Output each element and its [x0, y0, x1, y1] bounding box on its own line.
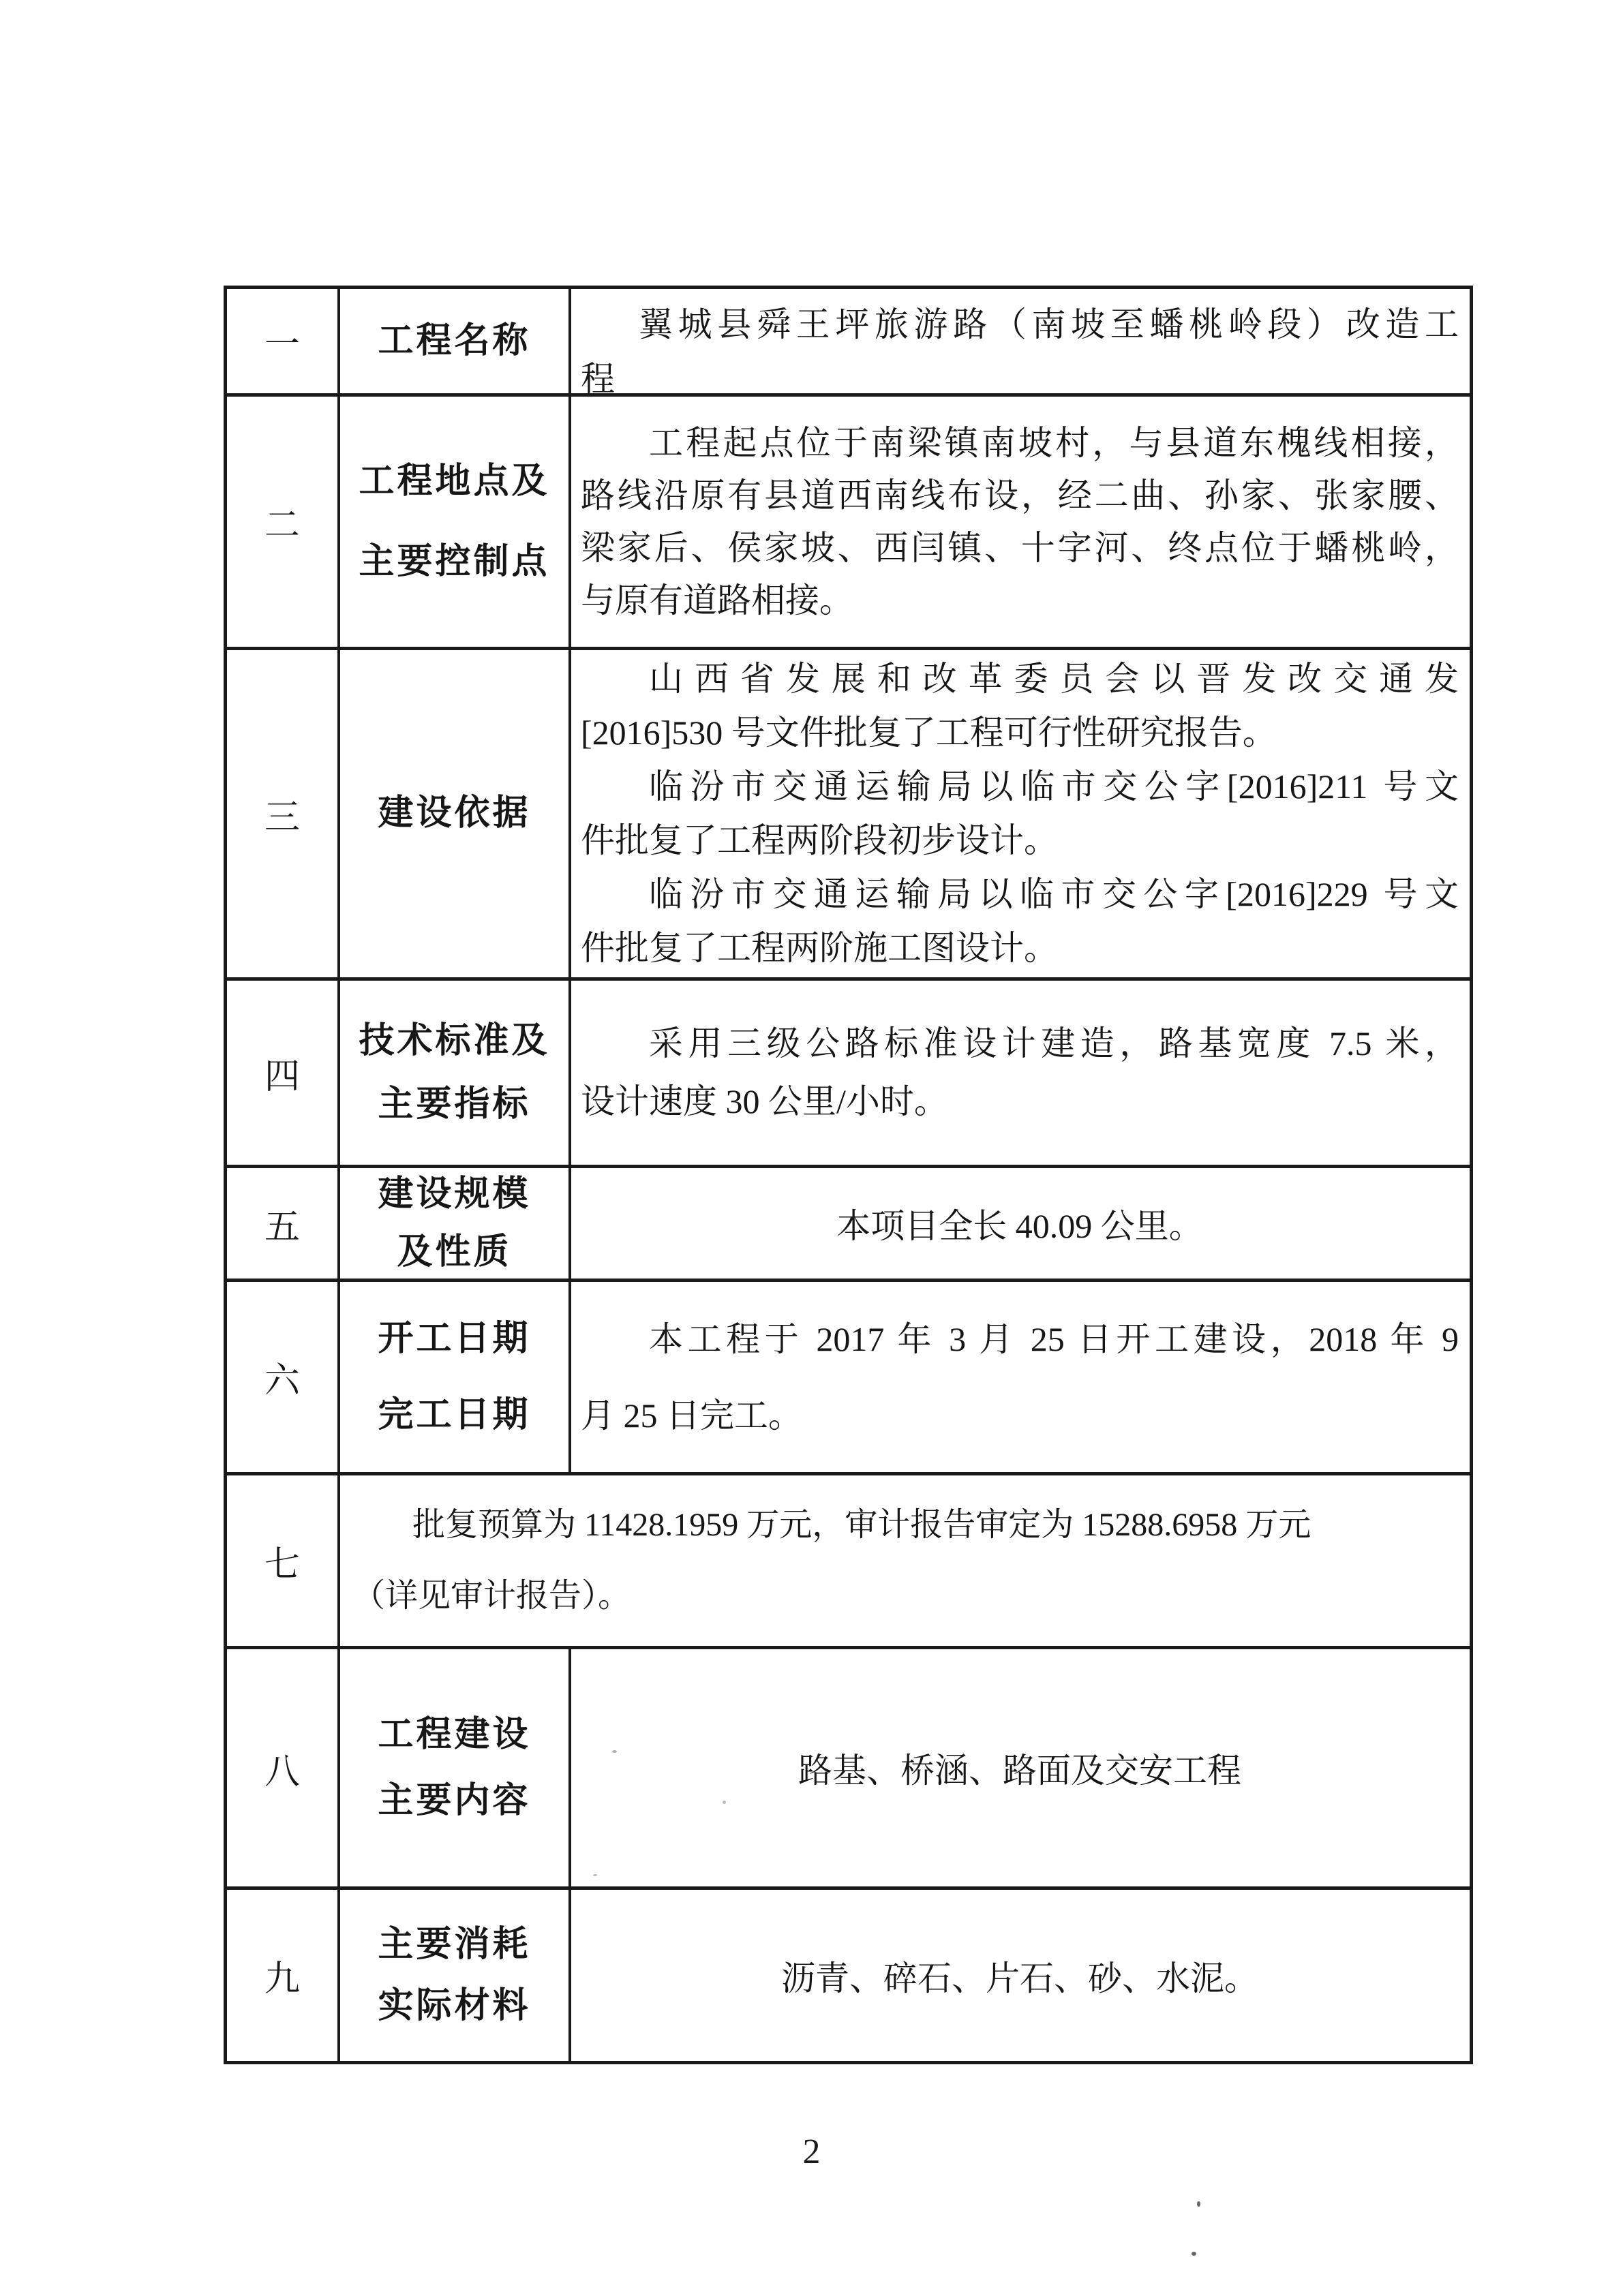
row-number: 一 — [264, 326, 300, 365]
row-label-line: 主要指标 — [378, 1085, 531, 1124]
text-line: 临汾市交通运输局以临市交公字[2016]211 号文 — [649, 767, 1459, 806]
text-line: 山西省发展和改革委员会以晋发改交通发 — [649, 660, 1459, 698]
row-label-line: 开工日期 — [378, 1319, 531, 1358]
table-row-construction-basis — [227, 650, 1470, 981]
table-row-location — [227, 397, 1470, 650]
row-content-cell — [571, 981, 1470, 1165]
row-label-cell — [340, 289, 571, 393]
row-number: 八 — [264, 1752, 300, 1792]
project-summary-table — [224, 286, 1473, 2064]
table-row-project-name — [227, 289, 1470, 397]
row-number-cell — [227, 981, 340, 1165]
row-label-line: 技术标准及 — [359, 1022, 550, 1060]
row-number-cell — [227, 397, 340, 647]
row-content-cell — [571, 1168, 1470, 1279]
scan-speck — [593, 1874, 597, 1876]
row-number: 六 — [264, 1362, 300, 1400]
row-content-cell — [571, 1649, 1470, 1886]
text-line: 临汾市交通运输局以临市交公字[2016]229 号文 — [649, 875, 1459, 913]
row-label-cell — [340, 1282, 571, 1472]
row-number: 三 — [264, 798, 300, 838]
row-label-line: 工程地点及 — [359, 461, 550, 501]
table-row-budget — [227, 1475, 1470, 1649]
scan-speck — [612, 1750, 617, 1753]
row-content-cell — [571, 397, 1470, 647]
row-label-line: 完工日期 — [378, 1395, 531, 1435]
row-label-cell — [340, 981, 571, 1165]
text-line: 沥青、碎石、片石、砂、水泥。 — [781, 1959, 1258, 1997]
table-row-dates — [227, 1282, 1470, 1475]
row-label-line: 实际材料 — [378, 1986, 531, 2025]
row-number: 四 — [264, 1057, 300, 1097]
scan-speck — [723, 1801, 726, 1804]
row-number-cell — [227, 1475, 340, 1646]
row-label-line: 建设规模 — [378, 1175, 531, 1214]
text-line: 工程起点位于南梁镇南坡村，与县道东槐线相接， — [649, 423, 1459, 462]
text-line: 翼城县舜王坪旅游路（南坡至蟠桃岭段）改造工 — [639, 305, 1459, 343]
text-line: 采用三级公路标准设计建造，路基宽度 7.5 米， — [649, 1024, 1459, 1062]
text-line: （详见审计报告）。 — [352, 1578, 631, 1614]
row-number: 七 — [264, 1545, 300, 1585]
row-number-cell — [227, 650, 340, 977]
table-row-scale — [227, 1168, 1470, 1282]
row-label-cell — [340, 650, 571, 977]
row-label: 工程名称 — [378, 321, 531, 361]
row-content-cell — [571, 289, 1470, 393]
row-label-cell — [340, 1649, 571, 1886]
row-label-cell — [340, 1890, 571, 2061]
text-line: 批复预算为 11428.1959 万元，审计报告审定为 15288.6958 万元 — [412, 1507, 1311, 1543]
text-line: 件批复了工程两阶施工图设计。 — [581, 929, 1058, 967]
scan-speck — [477, 1717, 480, 1720]
text-line: 梁家后、侯家坡、西闫镇、十字河、终点位于蟠桃岭， — [581, 528, 1459, 567]
text-line: 件批复了工程两阶段初步设计。 — [581, 821, 1058, 859]
table-row-main-content — [227, 1649, 1470, 1890]
row-label: 建设依据 — [378, 794, 531, 833]
row-label-cell — [340, 397, 571, 647]
row-number: 九 — [264, 1960, 300, 1999]
text-line: 路线沿原有县道西南线布设，经二曲、孙家、张家腰、 — [581, 476, 1459, 515]
table-row-technical-standard — [227, 981, 1470, 1168]
row-number-cell — [227, 289, 340, 393]
row-label-line: 工程建设 — [378, 1715, 531, 1754]
text-line: 本项目全长 40.09 公里。 — [836, 1207, 1203, 1245]
text-line: 程 — [581, 360, 615, 393]
scan-speck — [1192, 2252, 1196, 2256]
row-label-line: 主要消耗 — [378, 1925, 531, 1964]
scan-speck — [1197, 2201, 1200, 2207]
row-number: 二 — [264, 506, 300, 545]
row-merged-content-cell — [340, 1475, 1470, 1646]
row-number-cell — [227, 1890, 340, 2061]
row-number-cell — [227, 1649, 340, 1886]
text-line: [2016]530 号文件批复了工程可行性研究报告。 — [581, 714, 1277, 752]
row-label-line: 主要控制点 — [359, 542, 550, 581]
row-number-cell — [227, 1282, 340, 1472]
row-label-line: 主要内容 — [378, 1781, 531, 1820]
text-line: 本工程于 2017 年 3 月 25 日开工建设，2018 年 9 — [649, 1319, 1459, 1358]
table-row-materials — [227, 1890, 1470, 2061]
text-line: 设计速度 30 公里/小时。 — [581, 1082, 948, 1120]
page-number: 2 — [802, 2132, 821, 2171]
text-line: 路基、桥涵、路面及交安工程 — [798, 1751, 1241, 1790]
text-line: 与原有道路相接。 — [581, 581, 853, 619]
row-content-cell — [571, 1890, 1470, 2061]
row-label-cell — [340, 1168, 571, 1279]
row-content-cell — [571, 650, 1470, 977]
row-number-cell — [227, 1168, 340, 1279]
text-line: 月 25 日完工。 — [581, 1396, 802, 1435]
row-content-cell — [571, 1282, 1470, 1472]
row-number: 五 — [264, 1208, 300, 1247]
row-label-line: 及性质 — [397, 1233, 512, 1272]
